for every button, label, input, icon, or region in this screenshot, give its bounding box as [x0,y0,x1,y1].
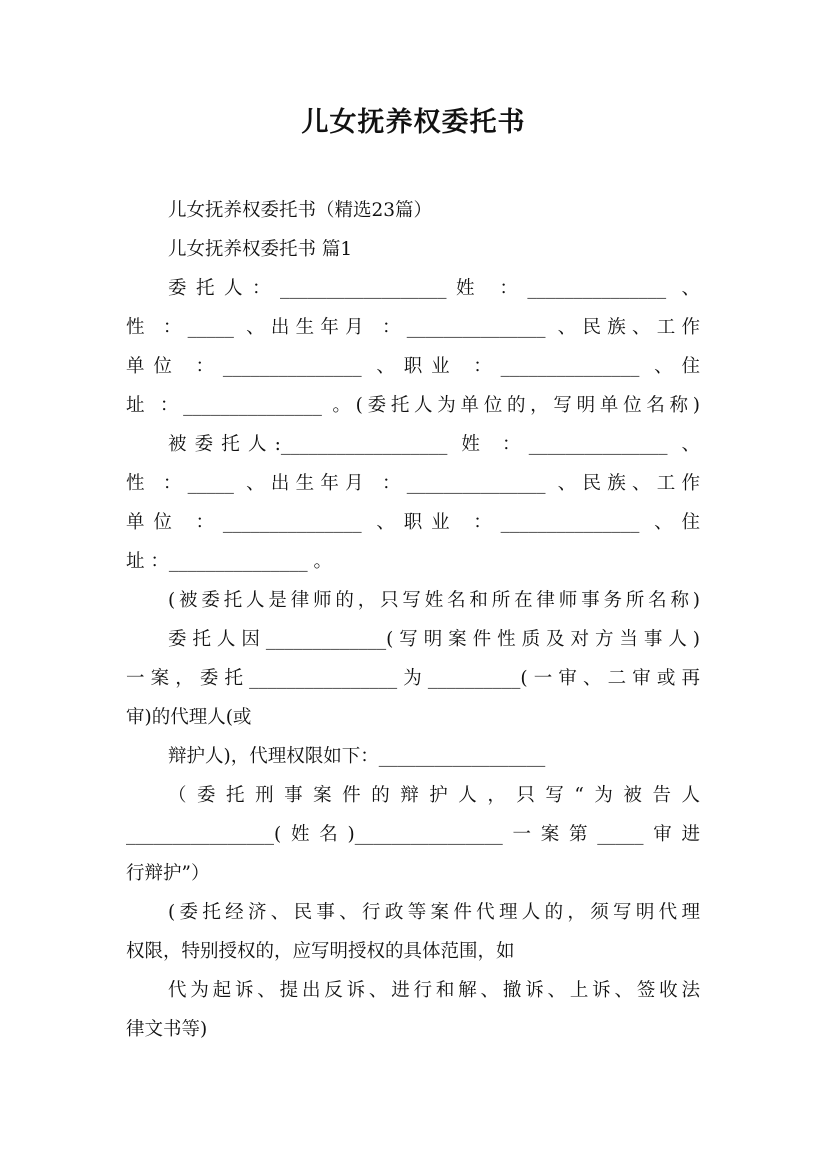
agent-gender-line: 性 ：_____ 、出生年月 ：_______________ 、民族、工作 [126,473,700,494]
lawyer-note-line: (被委托人是律师的，只写姓名和所在律师事务所名称) [168,590,700,611]
section-heading: 儿女抚养权委托书 篇1 [168,239,353,260]
civil-scope-line: 代为起诉、提出反诉、进行和解、撤诉、上诉、签收法 [168,980,700,1001]
civil-scope-end-line: 律文书等) [126,1019,208,1040]
criminal-defense-line: 行辩护”） [126,863,210,884]
principal-gender-line: 性 ：_____ 、出生年月 ：_______________ 、民族、工作 [126,317,700,338]
principal-workplace-line: 单位 ：_______________ 、职业 ：_______________ 、住 [126,356,700,377]
principal-address-line: 址 ：_______________ 。(委托人为单位的，写明单位名称) [126,395,700,416]
case-entrust-line: 一案，委托________________为__________(一审、二审或再 [126,668,700,689]
principal-name-line: 委托人：__________________姓 ：_______________ 、 [168,278,700,299]
case-role-line: 审)的代理人(或 [126,707,252,728]
agent-address-line: 址 ：_______________ 。 [126,551,333,572]
civil-note-line: (委托经济、民事、行政等案件代理人的，须写明代理 [168,902,700,923]
agent-workplace-line: 单位 ：_______________ 、职业 ：_______________ 、住 [126,512,700,533]
civil-authority-line: 权限，特别授权的，应写明授权的具体范围，如 [126,941,515,962]
agent-name-line: 被委托人:__________________ 姓 ：_______________ 、 [168,434,700,455]
criminal-note-line: （委托刑事案件的辩护人，只写“为被告人 [168,785,700,806]
case-reason-line: 委托人因_____________(写明案件性质及对方当事人) [168,629,700,650]
document-title: 儿女抚养权委托书 [301,107,526,138]
criminal-defendant-line: ________________(姓名)________________一案第_____审进 [126,824,700,845]
subtitle-line: 儿女抚养权委托书（精选23篇） [168,200,433,221]
authority-line: 辩护人)，代理权限如下：__________________ [168,746,546,767]
